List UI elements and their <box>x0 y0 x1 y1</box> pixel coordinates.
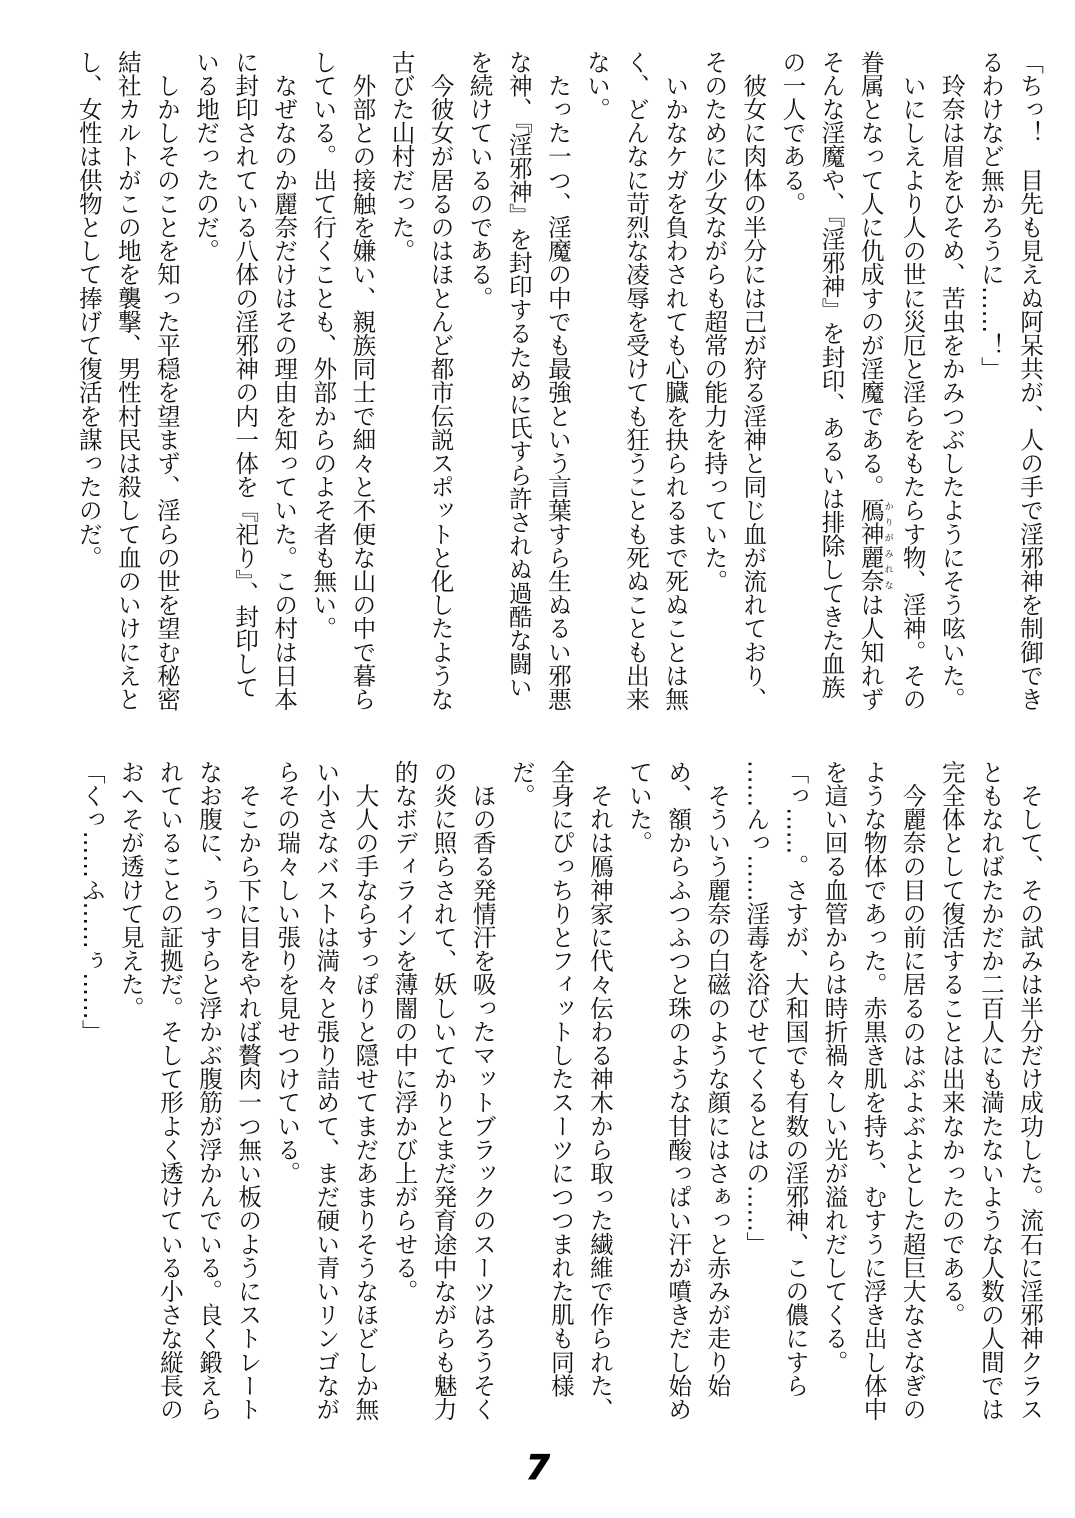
text-column: ない。 <box>582 50 611 121</box>
text-column: ていた。 <box>625 760 654 855</box>
text-column: を這い回る血管からは時折禍々しい光が溢れだしてくる。 <box>820 760 849 1374</box>
text-column: に封印されている八体の淫邪神の内一体を『祀り』、封印して <box>231 50 260 699</box>
text-column: だ。 <box>507 760 536 808</box>
text-column: そういう麗奈の白磁のような顔にはさぁっと赤みが走り始 <box>703 760 732 1398</box>
text-column: 「ちっ！ 目先も見えぬ阿呆共が、人の手で淫邪神を制御でき <box>1016 50 1044 711</box>
text-column: しかしそのことを知った平穏を望まず、淫らの世を望む秘密 <box>152 50 181 711</box>
text-column: 外部との接触を嫌い、親族同士で細々と不便な山の中で暮ら <box>348 50 377 711</box>
text-column: 完全体として復活することは出来なかったのである。 <box>937 760 966 1327</box>
text-column: している。出て行くことも、外部からのよそ者も無い。 <box>309 50 338 640</box>
text-column: 古びた山村だった。 <box>387 50 416 263</box>
text-column: 今麗奈の目の前に居るのはぶよぶよとした超巨大なさなぎの <box>898 760 927 1421</box>
text-column: らその瑞々しい張りを見せつけている。 <box>273 760 302 1185</box>
text-column: め、額からふつふつと珠のような甘酸っぱい汗が噴きだし始め <box>664 760 693 1421</box>
text-column: なお腹に、うっすらと浮かぶ腹筋が浮かんでいる。良く鍛えら <box>195 760 224 1421</box>
text-column: 今彼女が居るのはほとんど都市伝説スポットと化したような <box>426 50 455 711</box>
text-column: なぜなのか麗奈だけはその理由を知っていた。この村は日本 <box>270 50 299 711</box>
text-column: く、どんなに苛烈な凌辱を受けても狂うことも死ぬことも出来 <box>622 50 651 711</box>
text-column: たった一つ、淫魔の中でも最強という言葉すら生ぬるい邪悪 <box>543 50 572 711</box>
text-column: い小さなバストは満々と張り詰めて、まだ硬い青いリンゴなが <box>312 760 341 1421</box>
text-column: ような物体であった。赤黒き肌を持ち、むすうに浮き出し体中 <box>859 760 888 1421</box>
text-column: 大人の手ならすっぽりと隠せてまだあまりそうなほどしか無 <box>351 760 380 1421</box>
upper-text-block <box>69 50 1049 740</box>
text-column: 全身にぴっちりとフィットしたスーツにつつまれた肌も同様 <box>546 760 575 1398</box>
text-column: ともなればたかだか二百人にも満たないような人数の人間では <box>976 760 1005 1421</box>
name-with-reading <box>856 498 893 593</box>
text-column <box>851 50 893 740</box>
ruby-base: 鴈神麗奈 <box>856 498 885 593</box>
text-column: の炎に照らされて、妖しいてかりとまだ発育途中ながらも魅力 <box>429 760 458 1421</box>
text-column: それは鴈神家に代々伝わる神木から取った繊維で作られた、 <box>585 760 614 1421</box>
text-column: そのために少女ながらも超常の能力を持っていた。 <box>700 50 729 593</box>
ruby-reading: かりがみれな <box>882 498 893 593</box>
text-column: れていることの証拠だ。そして形よく透けている小さな縦長の <box>155 760 184 1421</box>
lower-text-block <box>69 760 1049 1430</box>
text-column: そこから下に目をやれば贅肉一つ無い板のようにストレート <box>234 760 263 1421</box>
text-column: いにしえより人の世に災厄と淫らをもたらす物、淫神。その <box>898 50 927 711</box>
text-column: な神、『淫邪神』を封印するために氏すら許されぬ過酷な闘い <box>504 50 533 699</box>
text-column: ほの香る発情汗を吸ったマットブラックのスーツはろうそく <box>468 760 497 1421</box>
page-number: 7 <box>526 1448 550 1488</box>
text-column: ……んっ……淫毒を浴びせてくるとはの……」 <box>742 760 771 1256</box>
text-column: るわけなど無かろうに……！」 <box>976 50 1005 381</box>
text-column: 「っ……。さすが、大和国でも有数の淫邪神、この儂にすら <box>781 760 810 1398</box>
text-segment: 眷属となって人に仇成すのが淫魔である。 <box>856 50 885 499</box>
text-column: 的なボディラインを薄闇の中に浮かび上がらせる。 <box>390 760 419 1303</box>
text-column: そんな淫魔や、『淫邪神』を封印、あるいは排除してきた血族 <box>817 50 846 699</box>
text-column: を続けているのである。 <box>465 50 494 310</box>
text-column: の一人である。 <box>778 50 807 216</box>
text-column: 「くっ……ふ……ぅ……」 <box>77 760 106 1044</box>
text-column: いる地だったのだ。 <box>192 50 221 263</box>
text-column: そして、その試みは半分だけ成功した。流石に淫邪神クラス <box>1016 760 1044 1421</box>
text-column: 玲奈は眉をひそめ、苦虫をかみつぶしたようにそう呟いた。 <box>937 50 966 711</box>
text-column: おへそが透けて見えた。 <box>116 760 145 1020</box>
text-column: 彼女に肉体の半分には己が狩る淫神と同じ血が流れており、 <box>739 50 768 711</box>
text-column: 結社カルトがこの地を襲撃、男性村民は殺して血のいけにえと <box>113 50 142 711</box>
text-column: いかなケガを負わされても心臓を抉られるまで死ぬことは無 <box>661 50 690 711</box>
text-column: し、女性は供物として捧げて復活を謀ったのだ。 <box>74 50 103 570</box>
text-segment: は人知れず <box>856 592 885 711</box>
